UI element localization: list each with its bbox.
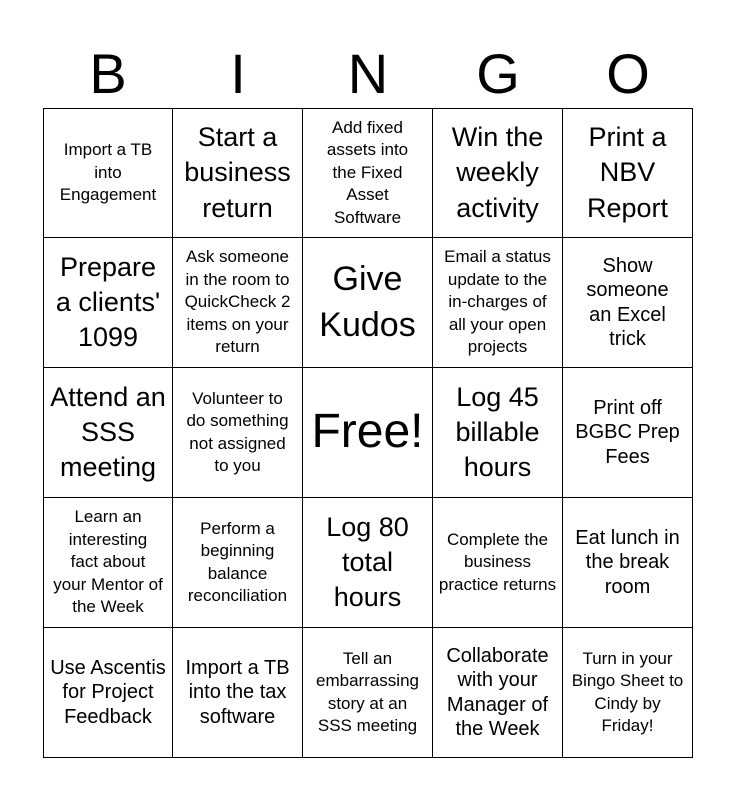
bingo-cell[interactable] [433, 108, 563, 238]
bingo-cell[interactable] [433, 498, 563, 628]
cell-text: Print a NBV Report [586, 122, 669, 223]
cell-text: Attend an SSS meeting [50, 381, 166, 483]
cell-text: Volunteer to do something not assigned to you [186, 388, 289, 475]
cell-text: Tell an embarrassing story at an SSS meeting [316, 648, 419, 735]
cell-text: Show someone an Excel trick [586, 254, 669, 350]
bingo-cell[interactable] [563, 368, 693, 498]
bingo-cell[interactable] [563, 108, 693, 238]
cell-text: Import a TB into the tax software [185, 656, 290, 728]
bingo-cell[interactable] [173, 368, 303, 498]
cell-text: Complete the business practice returns [438, 529, 557, 594]
bingo-header [43, 40, 693, 108]
bingo-cell[interactable] [433, 628, 563, 758]
free-space-cell[interactable] [303, 368, 433, 498]
header-letter-n: N [347, 42, 389, 105]
cell-text: Log 80 total hours [326, 511, 409, 613]
bingo-cell[interactable] [173, 498, 303, 628]
bingo-cell[interactable] [563, 498, 693, 628]
cell-text: Perform a beginning balance reconciliation [187, 518, 288, 605]
cell-text: Learn an interesting fact about your Mentor of the Week [53, 507, 163, 617]
cell-text: Collaborate with your Manager of the Week [446, 644, 549, 740]
cell-text: Print off BGBC Prep Fees [575, 396, 680, 468]
cell-text: Eat lunch in the break room [575, 526, 680, 598]
cell-text: Import a TB into Engagement [59, 140, 157, 205]
header-letter-b: B [89, 42, 127, 105]
cell-text: Prepare a clients' 1099 [55, 251, 161, 353]
bingo-cell[interactable] [173, 628, 303, 758]
header-letter-i: I [230, 42, 246, 105]
bingo-cell[interactable] [43, 498, 173, 628]
header-letter-g: G [476, 42, 520, 105]
free-space-text: Free! [311, 405, 424, 459]
bingo-cell[interactable] [173, 108, 303, 238]
bingo-cell[interactable] [303, 108, 433, 238]
bingo-cell[interactable] [43, 238, 173, 368]
bingo-cell[interactable] [303, 628, 433, 758]
cell-text: Ask someone in the room to QuickCheck 2 items on your return [184, 247, 291, 357]
bingo-cell[interactable] [173, 238, 303, 368]
cell-text: Log 45 billable hours [455, 381, 540, 483]
cell-text: Add fixed assets into the Fixed Asset Software [326, 117, 409, 227]
cell-text: Give Kudos [319, 259, 416, 344]
bingo-cell[interactable] [563, 628, 693, 758]
cell-text: Start a business return [184, 122, 291, 223]
cell-text: Win the weekly activity [451, 122, 544, 223]
bingo-cell[interactable] [433, 238, 563, 368]
bingo-cell[interactable] [563, 238, 693, 368]
cell-text: Turn in your Bingo Sheet to Cindy by Friday! [571, 648, 684, 735]
cell-text: Email a status update to the in-charges of all your open projects [444, 247, 551, 357]
bingo-cell[interactable] [303, 238, 433, 368]
bingo-cell[interactable] [433, 368, 563, 498]
bingo-cell[interactable] [303, 498, 433, 628]
header-letter-o: O [606, 42, 650, 105]
cell-text: Use Ascentis for Project Feedback [50, 656, 166, 728]
bingo-cell[interactable] [43, 108, 173, 238]
bingo-cell[interactable] [43, 368, 173, 498]
bingo-board [43, 108, 693, 758]
bingo-cell[interactable] [43, 628, 173, 758]
